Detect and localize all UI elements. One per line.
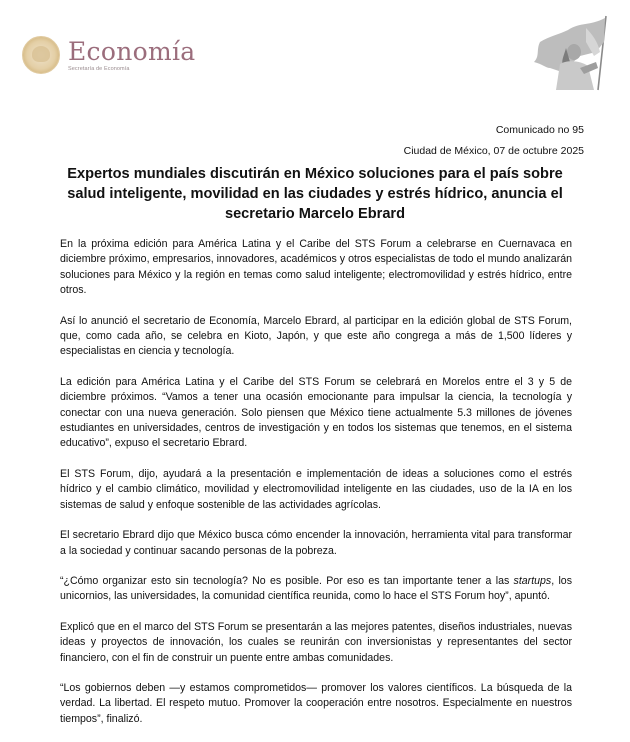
paragraph: Explicó que en el marco del STS Forum se presentarán a las mejores patentes, diseños industriales, nuevas ideas y proyectos de innovación, los cuales se reunirán con inversionistas y representantes del sector financiero, con el fin de construir un puente entre ambas comunidades. <box>60 620 572 664</box>
italic-text: startups <box>513 574 552 587</box>
paragraph: Así lo anunció el secretario de Economía, Marcelo Ebrard, al participar en la edición global de STS Forum, que, como cada año, se celebra en Kioto, Japón, y que este año congrega a más de 1,500 líderes y especialistas en ciencia y tecnología. <box>60 314 572 358</box>
woman-with-flag-illustration <box>520 12 620 92</box>
letterhead <box>0 0 630 115</box>
paragraph: El STS Forum, dijo, ayudará a la presentación e implementación de ideas a soluciones como el estrés hídrico y el cambio climático, movilidad y electromovilidad inteligente en las ciudades, uso de la IA en los sistemas de salud y enfoque sostenible de las actividades agrícolas. <box>60 467 572 511</box>
logo-title: Economía <box>68 36 196 66</box>
text: “¿Cómo organizar esto sin tecnología? No es posible. Por eso es tan importante tener a las <box>60 574 514 587</box>
paragraph: “Los gobiernos deben —y estamos comprometidos— promover los valores científicos. La búsqueda de la verdad. La libertad. El respeto mutuo. Promover la cooperación entre nosotros. Especialmente en nuestros tiempos”, finalizó. <box>60 681 572 725</box>
paragraph: El secretario Ebrard dijo que México busca cómo encender la innovación, herramienta vital para transformar a la sociedad y continuar sacando personas de la pobreza. <box>60 529 572 557</box>
press-release-body <box>60 237 572 742</box>
logo-subtitle: Secretaría de Economía <box>68 65 130 72</box>
place-date: Ciudad de México, 07 de octubre 2025 <box>403 145 584 157</box>
paragraph: La edición para América Latina y el Caribe del STS Forum se celebrará en Morelos entre el 3 y 5 de diciembre próximos. “Vamos a tener una ocasión emocionante para impulsar la ciencia, la tecnología y conectar con una nueva generación. Solo piensen que México tiene actualmente 5.3 millones de jóvenes estudiantes en universidades, centros de investigación y en todos los sistemas que tenemos, en el sistema educativo”, expuso el secretario Ebrard. <box>60 375 572 450</box>
paragraph-quote-startups <box>60 574 572 605</box>
coat-of-arms-seal-icon <box>22 36 60 74</box>
economia-logo <box>22 36 195 74</box>
paragraph: En la próxima edición para América Latina y el Caribe del STS Forum a celebrarse en Cuernavaca en diciembre próximo, empresarios, innovadores, académicos y otros especialistas de todo el mundo analizarán soluciones para México y la región en temas como salud inteligente; electromovilidad y estrés hídrico, entre otros. <box>60 238 572 297</box>
text: , los unicornios, las universidades, la comunidad científica reunida, como lo hace el STS Forum hoy”, apuntó. <box>60 574 572 603</box>
press-release-title: Expertos mundiales discutirán en México soluciones para el país sobre salud inteligente, movilidad en las ciudades y estrés hídrico, anuncia el secretario Marcelo Ebrard <box>67 166 563 222</box>
comunicado-number: Comunicado no 95 <box>495 124 584 136</box>
